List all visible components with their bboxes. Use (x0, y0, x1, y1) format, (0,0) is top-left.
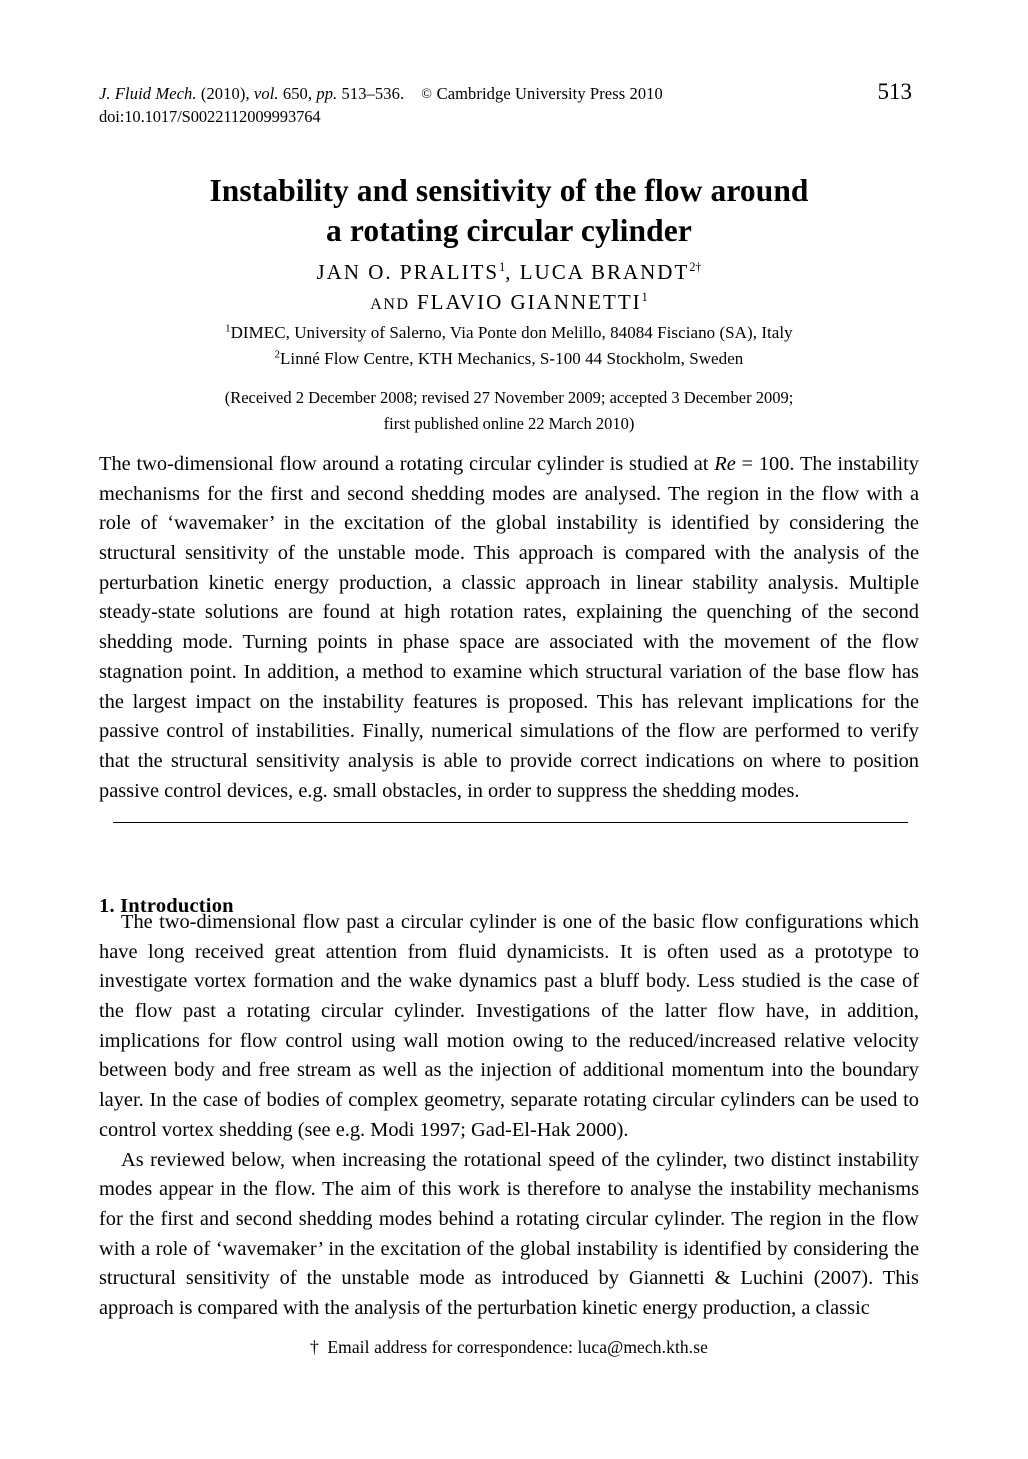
publisher-name: Cambridge University Press 2010 (436, 84, 663, 103)
affiliation-list (99, 320, 919, 373)
abstract (99, 450, 919, 806)
paragraph-1: The two-dimensional flow past a circular cylinder is one of the basic flow configurations which have long received great attention from fluid dynamicists. It is often used as a prototype to investigate vortex formation and the wake dynamics past a bluff body. Less studied is the case of the flow past a rotating circular cylinder. Investigations of the latter flow have, in addition, implications for flow control using wall motion owing to the reduced/increased relative velocity between body and free stream as well as the injection of additional momentum into the boundary layer. In the case of bodies of complex geometry, separate rotating circular cylinders can be used to control vortex shedding (see e.g. Modi 1997; Gad-El-Hak 2000). (99, 911, 919, 1141)
copyright-icon: © (421, 87, 433, 102)
running-head-row (99, 80, 919, 127)
journal-name: J. Fluid Mech. (99, 84, 197, 103)
corresponding-author-dagger-icon: † (695, 260, 702, 274)
affiliation-1 (99, 320, 919, 346)
journal-citation-block (99, 84, 663, 127)
affiliation-2 (99, 346, 919, 372)
affiliation-2-marker: 2 (274, 349, 280, 361)
abstract-part-1: The two-dimensional flow around a rotating circular cylinder is studied at (99, 453, 715, 475)
publication-dates (99, 385, 919, 438)
running-head (99, 80, 919, 127)
author-separator: , LUCA BRANDT (505, 260, 690, 284)
footnote-correspondence (99, 1337, 919, 1358)
pages-label: pp. (316, 84, 338, 103)
author-brandt-affiliation-marker: 2 (689, 260, 696, 274)
author-pralits-affiliation-marker: 1 (499, 260, 506, 274)
affiliation-1-marker: 1 (225, 323, 231, 335)
title-line-2: a rotating circular cylinder (326, 213, 692, 249)
volume-label: vol. (253, 84, 279, 103)
author-conjunction: AND (370, 295, 410, 313)
body-text (99, 908, 919, 1324)
title-line-1: Instability and sensitivity of the flow around (209, 173, 809, 209)
page-range: 513–536. (341, 84, 405, 103)
abstract-divider (113, 822, 908, 823)
abstract-part-2: = 100. The instability mechanisms for the first and second shedding modes are analysed. The region in the flow with a role of ‘wavemaker’ in the excitation of the global instability is identified by considering the structural sensitivity of the unstable mode. This approach is compared with the analysis of the perturbation kinetic energy production, a classic approach in linear stability analysis. Multiple steady-state solutions are found at high rotation rates, explaining the quenching of the second shedding mode. Turning points in phase space are associated with the movement of the flow stagnation point. In addition, a method to examine which structural variation of the base flow has the largest impact on the instability features is proposed. This has relevant implications for the passive control of instabilities. Finally, numerical simulations of the flow are performed to verify that the structural sensitivity analysis is able to provide correct indications on where to position passive control devices, e.g. small obstacles, in order to suppress the shedding modes. (99, 453, 919, 802)
author-line-1 (99, 258, 919, 288)
page-content (99, 0, 919, 1459)
journal-citation (99, 84, 663, 104)
reynolds-number-symbol: Re (714, 453, 736, 475)
affiliation-1-text: DIMEC, University of Salerno, Via Ponte don Melillo, 84084 Fisciano (SA), Italy (230, 323, 793, 342)
copyright-block (421, 84, 663, 103)
dates-line-2: first published online 22 March 2010) (383, 414, 635, 434)
page-title (99, 171, 919, 252)
affiliation-2-text: Linné Flow Centre, KTH Mechanics, S-100 44 Stockholm, Sweden (279, 349, 744, 369)
author-pralits: JAN O. PRALITS (316, 260, 500, 284)
doi-line[interactable]: doi:10.1017/S0022112009993764 (99, 107, 321, 126)
section-heading-introduction: 1. Introduction (99, 895, 234, 917)
author-list (99, 258, 919, 318)
dates-line-1: (Received 2 December 2008; revised 27 November 2009; accepted 3 December 2009; (224, 388, 794, 407)
journal-year: (2010), (200, 84, 250, 103)
author-line-2 (99, 288, 919, 318)
page-number: 513 (877, 79, 912, 104)
author-giannetti: FLAVIO GIANNETTI (416, 289, 642, 314)
author-giannetti-affiliation-marker: 1 (641, 289, 648, 304)
paragraph-2: As reviewed below, when increasing the rotational speed of the cylinder, two distinct instability modes appear in the flow. The aim of this work is therefore to analyse the instability mechanisms for the first and second shedding modes behind a rotating circular cylinder. The region in the flow with a role of ‘wavemaker’ in the excitation of the global instability is identified by considering the structural sensitivity of the unstable mode as introduced by Giannetti & Luchini (2007). This approach is compared with the analysis of the perturbation kinetic energy production, a classic (99, 1148, 919, 1319)
volume-number: 650, (282, 84, 313, 103)
dagger-icon: † (309, 1337, 319, 1357)
footnote-text: Email address for correspondence: luca@mech.kth.se (327, 1337, 709, 1357)
